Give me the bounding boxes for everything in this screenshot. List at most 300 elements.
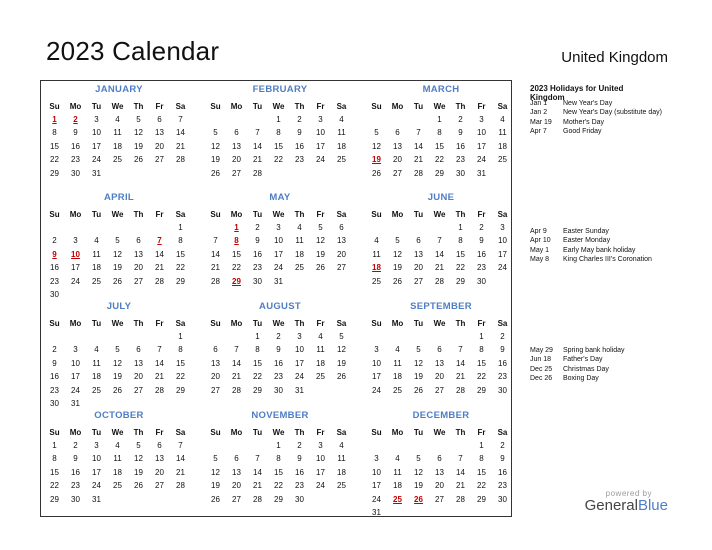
day-cell: 3 [276,223,281,232]
day-cell: 11 [498,128,507,138]
day-cell: 25 [113,155,122,165]
day-cell: 3 [318,115,323,124]
holiday-name: Spring bank holiday [563,347,625,354]
week-row [205,140,355,153]
day-cell: 10 [92,128,101,138]
week-row [366,126,516,139]
day-cell: 26 [316,263,325,273]
weekday-label: Mo [391,428,404,437]
holiday-day-cell: 1 [234,223,239,232]
day-cell: 16 [498,358,507,368]
day-cell: 9 [276,345,281,355]
weekday-label: Fr [477,102,486,111]
weekday-label: We [433,428,446,437]
week-row [205,153,355,166]
weekday-label: Sa [336,210,347,219]
day-cell: 28 [414,168,423,178]
day-cell: 14 [414,141,423,151]
day-cell: 8 [479,454,484,464]
week-row [44,167,194,180]
week-row [205,384,355,397]
weekday-label: Sa [336,102,347,111]
day-cell: 8 [255,345,260,355]
day-cell: 24 [92,155,101,165]
day-cell: 25 [337,155,346,165]
day-cell: 27 [232,494,241,504]
day-cell: 30 [498,494,507,504]
empty-day-cell [44,330,65,343]
holiday-day-cell: 26 [414,494,423,504]
day-cell: 24 [295,372,304,382]
weekday-label: We [111,210,124,219]
day-cell: 8 [52,128,57,138]
week-row [205,221,355,234]
day-cell: 6 [157,115,162,124]
day-cell: 12 [393,249,402,259]
day-cell: 30 [50,398,59,408]
week-row [205,126,355,139]
day-cell: 23 [477,263,486,273]
holiday-date: Dec 26 [530,374,553,382]
empty-day-cell [170,493,191,506]
weekday-label: Tu [252,102,263,111]
day-cell: 21 [253,155,262,165]
empty-day-cell [65,221,86,234]
day-cell: 12 [134,128,143,138]
holiday-item [530,255,670,264]
empty-day-cell [408,506,429,519]
day-cell: 11 [316,345,325,355]
day-cell: 3 [374,345,379,355]
day-cell: 20 [134,263,143,273]
weekday-header [205,208,355,221]
weekday-label: Sa [336,428,347,437]
day-cell: 7 [178,115,183,124]
weekday-header [44,100,194,113]
weekday-label: Tu [91,210,102,219]
week-row [44,370,194,383]
weekday-header [366,100,516,113]
day-cell: 20 [232,155,241,165]
day-cell: 23 [253,263,262,273]
weekday-label: Sa [175,319,186,328]
day-cell: 3 [94,441,99,450]
week-row [205,275,355,288]
day-cell: 5 [339,332,344,341]
weekday-label: Tu [413,102,424,111]
weekday-label: Fr [477,319,486,328]
day-cell: 13 [435,467,444,477]
month-september [366,300,516,397]
holiday-day-cell: 1 [52,115,57,124]
weekday-label: We [272,319,285,328]
day-cell: 14 [211,249,220,259]
empty-day-cell [226,330,247,343]
week-row [366,261,516,274]
month-june [366,191,516,288]
holiday-date: May 8 [530,255,550,263]
day-cell: 15 [50,141,59,151]
holiday-item [530,374,670,383]
day-cell: 22 [50,155,59,165]
day-cell: 14 [176,454,185,464]
empty-day-cell [107,167,128,180]
day-cell: 10 [372,467,381,477]
holiday-day-cell: 9 [52,249,57,259]
weekday-label: Su [210,210,221,219]
day-cell: 5 [213,454,218,464]
day-cell: 1 [479,441,484,450]
day-cell: 31 [477,168,486,178]
day-cell: 7 [178,441,183,450]
day-cell: 15 [477,467,486,477]
empty-day-cell [366,221,387,234]
day-cell: 31 [92,168,101,178]
weekday-label: Tu [91,319,102,328]
weekday-label: Tu [413,319,424,328]
day-cell: 7 [157,345,162,355]
day-cell: 2 [52,345,57,355]
day-cell: 22 [456,263,465,273]
weekday-label: Mo [69,210,82,219]
week-row [44,343,194,356]
day-cell: 21 [232,372,241,382]
week-row [205,466,355,479]
day-cell: 8 [458,236,463,246]
holiday-day-cell: 25 [393,494,402,504]
weekday-label: Su [49,210,60,219]
weekday-label: Th [455,428,466,437]
day-cell: 29 [456,276,465,286]
day-cell: 19 [337,358,346,368]
day-cell: 12 [113,249,122,259]
day-cell: 17 [316,467,325,477]
week-row [366,439,516,452]
empty-day-cell [310,167,331,180]
empty-day-cell [429,506,450,519]
weekday-label: Sa [336,319,347,328]
day-cell: 29 [176,385,185,395]
month-title: JULY [106,301,132,312]
week-row [205,479,355,492]
day-cell: 3 [94,115,99,124]
holiday-item [530,236,670,245]
day-cell: 14 [176,128,185,138]
day-cell: 24 [316,155,325,165]
weekday-label: Fr [155,428,164,437]
day-cell: 21 [456,372,465,382]
weekday-label: Su [371,428,382,437]
day-cell: 9 [297,128,302,138]
empty-day-cell [107,330,128,343]
weekday-header [205,426,355,439]
day-cell: 22 [477,372,486,382]
day-cell: 19 [134,141,143,151]
day-cell: 6 [437,345,442,355]
week-row [366,275,516,288]
day-cell: 4 [395,345,400,355]
week-row [44,234,194,247]
day-cell: 11 [337,128,346,138]
day-cell: 21 [155,372,164,382]
day-cell: 13 [232,141,241,151]
day-cell: 25 [498,155,507,165]
empty-day-cell [107,493,128,506]
weekday-label: Su [210,102,221,111]
day-cell: 16 [253,249,262,259]
day-cell: 23 [295,481,304,491]
day-cell: 17 [71,372,80,382]
day-cell: 17 [316,141,325,151]
day-cell: 1 [178,223,183,232]
day-cell: 15 [232,249,241,259]
day-cell: 13 [134,249,143,259]
empty-day-cell [44,221,65,234]
day-cell: 20 [155,141,164,151]
day-cell: 18 [92,372,101,382]
month-title: DECEMBER [412,410,470,421]
holiday-date: May 1 [530,246,550,254]
empty-day-cell [366,113,387,126]
day-cell: 10 [71,358,80,368]
day-cell: 20 [393,155,402,165]
holiday-date: Jan 2 [530,109,548,117]
day-cell: 30 [477,276,486,286]
weekday-label: We [111,102,124,111]
day-cell: 4 [374,236,379,246]
weekday-label: Su [210,319,221,328]
day-cell: 24 [372,385,381,395]
week-row [205,167,355,180]
weekday-label: Th [294,428,305,437]
weekday-label: Mo [391,319,404,328]
day-cell: 5 [136,441,141,450]
day-cell: 14 [456,467,465,477]
day-cell: 7 [458,454,463,464]
day-cell: 28 [155,385,164,395]
day-cell: 25 [92,276,101,286]
week-row [366,452,516,465]
day-cell: 15 [274,467,283,477]
day-cell: 24 [274,263,283,273]
week-row [44,126,194,139]
weekday-label: Tu [413,428,424,437]
empty-day-cell [289,167,310,180]
day-cell: 27 [134,385,143,395]
day-cell: 16 [295,467,304,477]
day-cell: 10 [274,236,283,246]
holiday-day-cell: 10 [71,249,80,259]
holiday-date: Jan 1 [530,100,548,107]
day-cell: 27 [435,385,444,395]
day-cell: 14 [253,467,262,477]
day-cell: 25 [295,263,304,273]
holiday-name: Early May bank holiday [563,246,636,254]
weekday-header [205,317,355,330]
day-cell: 4 [318,332,323,341]
day-cell: 18 [498,141,507,151]
weekday-label: Mo [69,428,82,437]
weekday-label: Tu [91,102,102,111]
week-row [44,330,194,343]
day-cell: 11 [393,467,402,477]
holiday-item [530,99,670,108]
day-cell: 28 [253,494,262,504]
day-cell: 28 [176,481,185,491]
day-cell: 28 [176,155,185,165]
day-cell: 25 [316,372,325,382]
day-cell: 18 [113,141,122,151]
week-row [44,275,194,288]
day-cell: 2 [276,332,281,341]
week-row [366,248,516,261]
month-title: MAY [269,192,291,203]
weekday-label: We [272,428,285,437]
weekday-label: Mo [391,102,404,111]
day-cell: 29 [50,494,59,504]
day-cell: 12 [211,141,220,151]
day-cell: 2 [500,332,505,341]
weekday-label: Th [133,210,144,219]
day-cell: 27 [155,481,164,491]
day-cell: 18 [337,141,346,151]
holiday-date: Apr 10 [530,237,551,245]
day-cell: 25 [393,385,402,395]
day-cell: 23 [498,481,507,491]
day-cell: 7 [458,345,463,355]
week-row [44,479,194,492]
day-cell: 26 [414,385,423,395]
holiday-day-cell: 8 [234,236,239,246]
day-cell: 23 [295,155,304,165]
week-row [205,261,355,274]
holiday-item [530,227,670,236]
day-cell: 24 [498,263,507,273]
day-cell: 1 [479,332,484,341]
week-row [44,357,194,370]
week-row [205,370,355,383]
holiday-name: Mother's Day [563,118,605,126]
weekday-label: Fr [316,102,325,111]
holiday-name: New Year's Day (substitute day) [563,109,662,117]
day-cell: 29 [274,494,283,504]
weekday-header [44,317,194,330]
weekday-label: Th [455,319,466,328]
week-row [205,234,355,247]
month-title: JANUARY [95,84,143,95]
day-cell: 28 [456,385,465,395]
day-cell: 27 [232,168,241,178]
day-cell: 27 [211,385,220,395]
day-cell: 2 [255,223,260,232]
day-cell: 12 [134,454,143,464]
day-cell: 26 [393,276,402,286]
day-cell: 13 [232,467,241,477]
empty-day-cell [387,439,408,452]
week-row [44,384,194,397]
day-cell: 16 [498,467,507,477]
day-cell: 19 [113,372,122,382]
day-cell: 18 [393,372,402,382]
day-cell: 10 [477,128,486,138]
day-cell: 23 [50,385,59,395]
day-cell: 16 [477,249,486,259]
day-cell: 8 [178,236,183,246]
day-cell: 5 [213,128,218,138]
day-cell: 30 [71,494,80,504]
day-cell: 21 [253,481,262,491]
day-cell: 26 [337,372,346,382]
day-cell: 31 [274,276,283,286]
day-cell: 13 [393,141,402,151]
empty-day-cell [408,221,429,234]
empty-day-cell [429,221,450,234]
day-cell: 23 [456,155,465,165]
day-cell: 14 [435,249,444,259]
day-cell: 30 [253,276,262,286]
day-cell: 17 [498,249,507,259]
empty-day-cell [86,221,107,234]
empty-day-cell [149,330,170,343]
day-cell: 26 [372,168,381,178]
day-cell: 4 [297,223,302,232]
empty-day-cell [331,167,352,180]
day-cell: 18 [337,467,346,477]
weekday-label: Mo [230,210,243,219]
day-cell: 19 [113,263,122,273]
weekday-label: Tu [252,428,263,437]
day-cell: 7 [234,345,239,355]
day-cell: 4 [94,236,99,246]
empty-day-cell [128,167,149,180]
empty-day-cell [205,439,226,452]
day-cell: 24 [71,276,80,286]
holiday-name: New Year's Day [563,100,613,107]
day-cell: 9 [73,454,78,464]
weekday-label: Mo [230,428,243,437]
day-cell: 8 [276,128,281,138]
day-cell: 10 [316,454,325,464]
day-cell: 29 [253,385,262,395]
day-cell: 14 [232,358,241,368]
weekday-label: Sa [497,428,508,437]
day-cell: 17 [92,141,101,151]
day-cell: 11 [92,249,101,259]
week-row [205,357,355,370]
weekday-label: Mo [230,319,243,328]
day-cell: 24 [477,155,486,165]
week-row [44,153,194,166]
day-cell: 11 [295,236,304,246]
empty-day-cell [310,384,331,397]
day-cell: 13 [435,358,444,368]
month-october [44,409,194,506]
day-cell: 23 [71,481,80,491]
day-cell: 25 [337,481,346,491]
day-cell: 4 [94,345,99,355]
day-cell: 4 [395,454,400,464]
day-cell: 5 [115,345,120,355]
day-cell: 27 [435,494,444,504]
day-cell: 30 [50,289,59,299]
brand-logo [585,489,668,514]
day-cell: 16 [71,467,80,477]
day-cell: 14 [155,249,164,259]
empty-day-cell [387,113,408,126]
day-cell: 30 [71,168,80,178]
day-cell: 30 [274,385,283,395]
weekday-label: We [111,428,124,437]
